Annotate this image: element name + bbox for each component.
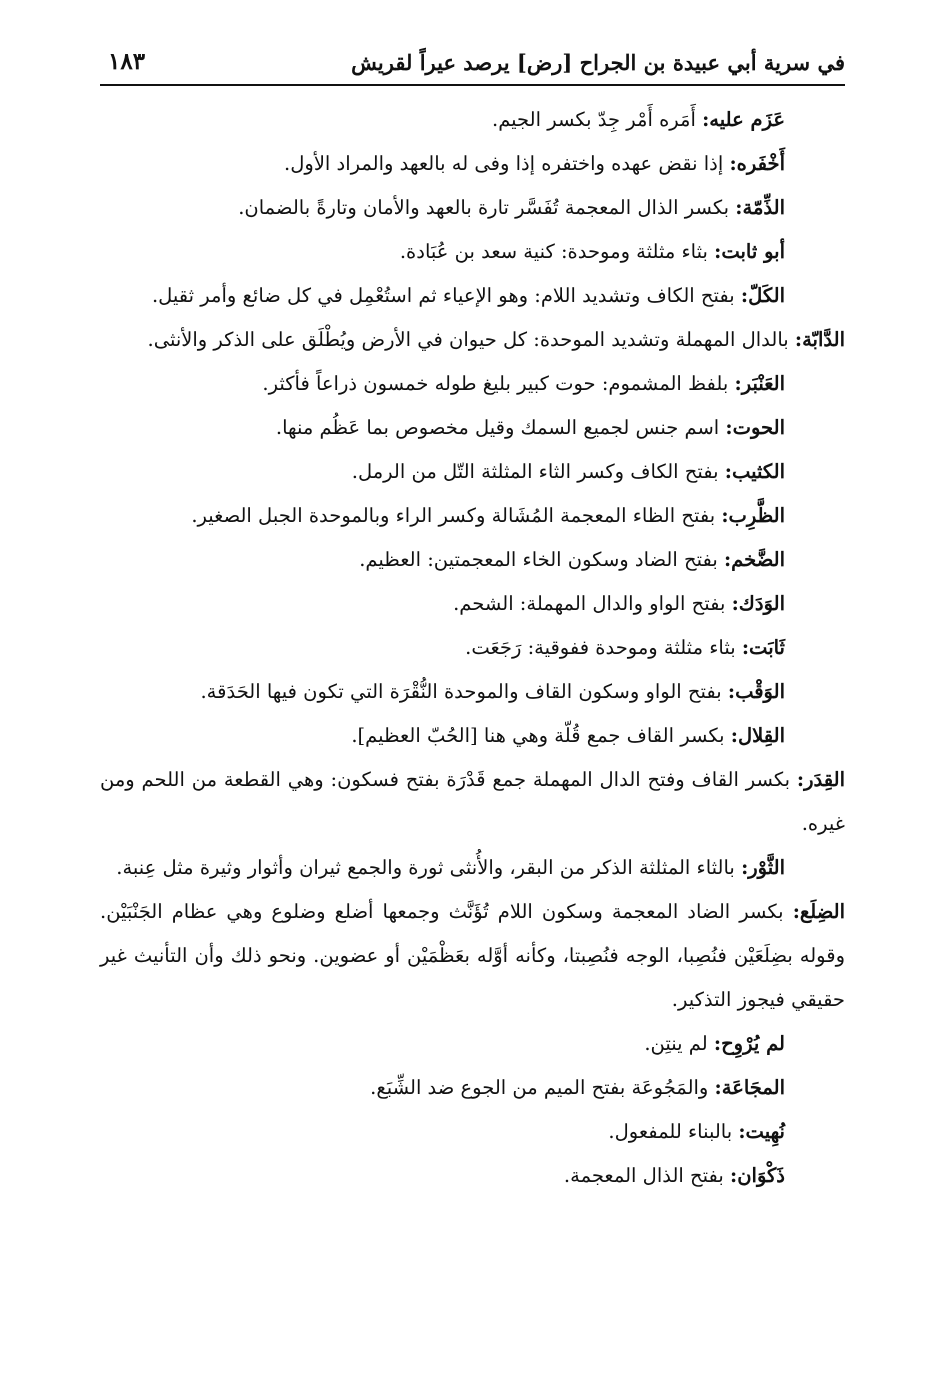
entry-definition: بالدال المهملة وتشديد الموحدة: كل حيوان في الأرض ويُطْلَق على الذكر والأنثى. — [147, 328, 795, 351]
glossary-entry — [100, 1154, 845, 1198]
glossary-entry — [100, 1022, 845, 1066]
glossary-entry — [100, 846, 845, 890]
entry-definition: بفتح الذال المعجمة. — [563, 1164, 731, 1187]
glossary-entry — [100, 406, 845, 450]
entry-term: ثَابَت: — [741, 636, 785, 659]
entry-term: عَزَم عليه: — [702, 108, 785, 131]
entry-definition: بفتح الكاف وكسر الثاء المثلثة التّل من الرمل. — [351, 460, 725, 483]
running-title: في سرية أبي عبيدة بن الجراح [رض] يرصد عيراً لقريش — [351, 50, 845, 75]
entry-definition: اسم جنس لجميع السمك وقيل مخصوص بما عَظُم منها. — [275, 416, 726, 439]
glossary-entry — [100, 1110, 845, 1154]
entry-definition: لم ينتِن. — [644, 1032, 714, 1055]
entry-definition: بالثاء المثلثة الذكر من البقر، والأُنثى ثورة والجمع ثيران وأثوار وثيرة مثل عِنبة. — [116, 856, 742, 879]
entry-definition: بفتح الظاء المعجمة المُشَالة وكسر الراء وبالموحدة الجبل الصغير. — [191, 504, 722, 527]
glossary-entry — [100, 494, 845, 538]
entry-definition: إذا نقض عهده واختفره إذا وفى له بالعهد والمراد الأول. — [284, 152, 730, 175]
entry-term: القِدَر: — [796, 768, 845, 791]
glossary-entry — [100, 670, 845, 714]
entry-term: الضِلَع: — [792, 900, 845, 923]
entry-definition: بفتح الضاد وسكون الخاء المعجمتين: العظيم. — [359, 548, 724, 571]
glossary-entry — [100, 230, 845, 274]
glossary-entry — [100, 1066, 845, 1110]
entry-definition: والمَجُوعَة بفتح الميم من الجوع ضد الشِّبَع. — [370, 1076, 715, 1099]
glossary-entry — [100, 362, 845, 406]
entry-term: أَخْفَره: — [729, 152, 785, 175]
entry-definition: بثاء مثلثة وموحدة ففوقية: رَجَعَت. — [465, 636, 742, 659]
entry-definition: بفتح الكاف وتشديد اللام: وهو الإعياء ثم استُعْمِل في كل ضائع وأمر ثقيل. — [151, 284, 741, 307]
entry-term: الوَدَك: — [731, 592, 785, 615]
entry-term: نُهِيت: — [738, 1120, 785, 1143]
page-header — [100, 40, 845, 86]
entry-definition: بكسر الضاد المعجمة وسكون اللام تُؤَنَّث وجمعها أضلع وضلوع وهي عظام الجَنْبَيْن. وقوله بضِلَعَيْن فنُصِبا، الوجه فنُصِبتا، وكأنه أوَّله بعَظْمَيْن أو عضوين. ونحو ذلك وأن التأنيث غير حقيقي فيجوز التذكير. — [100, 900, 845, 1011]
glossary-entry — [100, 626, 845, 670]
glossary-entry — [100, 318, 845, 362]
entry-definition: أَمَره أَمْر جِدّ بكسر الجيم. — [492, 108, 703, 131]
entry-term: المجَاعَة: — [714, 1076, 785, 1099]
entry-definition: بكسر الذال المعجمة تُفَسَّر تارة بالعهد والأمان وتارةً بالضمان. — [238, 196, 736, 219]
glossary-list — [100, 98, 845, 1198]
entry-term: الدَّابّة: — [794, 328, 845, 351]
entry-term: الذِّمّة: — [735, 196, 785, 219]
entry-definition: بكسر القاف وفتح الدال المهملة جمع قَدْرَة بفتح فسكون: وهي القطعة من اللحم ومن غيره. — [100, 768, 845, 835]
entry-definition: بثاء مثلثة وموحدة: كنية سعد بن عُبَادة. — [399, 240, 715, 263]
glossary-entry — [100, 142, 845, 186]
entry-term: أبو ثابت: — [714, 240, 785, 263]
glossary-entry — [100, 890, 845, 1022]
glossary-entry — [100, 186, 845, 230]
glossary-entry — [100, 450, 845, 494]
glossary-entry — [100, 274, 845, 318]
entry-definition: بفتح الواو والدال المهملة: الشحم. — [453, 592, 732, 615]
entry-term: الحوت: — [725, 416, 785, 439]
entry-term: لم يُرْوِح: — [713, 1032, 785, 1055]
entry-term: الظَّرِب: — [721, 504, 785, 527]
page-number: ١٨٣ — [108, 48, 146, 75]
glossary-entry — [100, 538, 845, 582]
entry-term: الضَّخم: — [723, 548, 785, 571]
entry-term: الكَلّ: — [740, 284, 785, 307]
entry-term: القِلال: — [730, 724, 785, 747]
entry-definition: بالبناء للمفعول. — [608, 1120, 739, 1143]
glossary-entry — [100, 758, 845, 846]
entry-term: العَنْبَر: — [734, 372, 785, 395]
entry-term: ذَكْوَان: — [730, 1164, 785, 1187]
entry-term: الوَقْب: — [727, 680, 785, 703]
entry-term: الكثيب: — [724, 460, 785, 483]
book-page — [100, 40, 845, 1340]
entry-definition: بلفظ المشموم: حوت كبير بليغ طوله خمسون ذراعاً فأكثر. — [262, 372, 735, 395]
glossary-entry — [100, 582, 845, 626]
entry-definition: بكسر القاف جمع قُلّة وهي هنا [الحُبّ العظيم]. — [351, 724, 731, 747]
entry-term: الثَّوْر: — [741, 856, 785, 879]
entry-definition: بفتح الواو وسكون القاف والموحدة النُّقْرَة التي تكون فيها الحَدَقة. — [200, 680, 728, 703]
glossary-entry — [100, 98, 845, 142]
glossary-entry — [100, 714, 845, 758]
